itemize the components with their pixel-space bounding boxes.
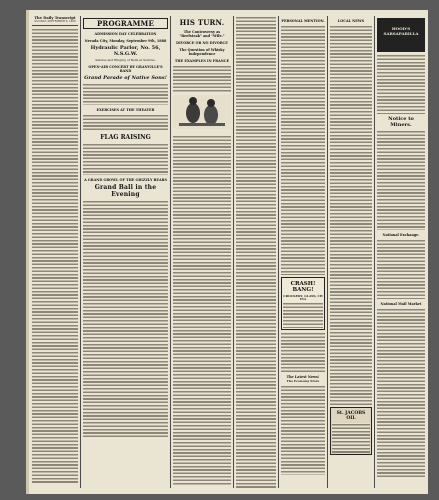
programme-text bbox=[83, 83, 168, 105]
column-story bbox=[173, 16, 231, 488]
programme-growl-line: A GRAND GROWL OF THE GRIZZLY BEARS bbox=[84, 178, 167, 183]
column-4 bbox=[236, 16, 276, 488]
column-rule bbox=[278, 16, 279, 488]
crash-news-head: The Latest News! bbox=[286, 374, 320, 379]
column-programme bbox=[83, 16, 168, 488]
crash-text bbox=[283, 302, 323, 328]
story-deck-4: THE EXAMPLES IN FRANCE bbox=[174, 59, 230, 63]
programme-parlor-line: Hydraulic Parlor, No. 56, N.S.G.W. bbox=[90, 45, 161, 57]
oil-ad bbox=[330, 407, 372, 455]
personal-headline: PERSONAL MENTION. bbox=[281, 19, 325, 23]
personal-text bbox=[281, 385, 325, 475]
programme-place-line: Nevada City, Monday, September 9th, 1888 bbox=[84, 39, 167, 43]
story-text bbox=[173, 65, 231, 93]
programme-exercises-line: EXERCISES AT THE THEATER bbox=[96, 108, 155, 113]
illustration bbox=[173, 95, 231, 129]
ads-text bbox=[377, 130, 425, 230]
programme-title: PROGRAMME bbox=[83, 18, 168, 29]
column-rule bbox=[80, 16, 81, 488]
column-text bbox=[236, 16, 276, 488]
programme-parade-line: Grand Parade of Native Sons! bbox=[84, 75, 167, 82]
ads-text bbox=[377, 239, 425, 299]
masthead-date: SUNDAY, SEPTEMBER 8, 1888 bbox=[34, 20, 76, 23]
programme-day-line: ADMISSION DAY CELEBRATION bbox=[94, 32, 157, 36]
column-rule bbox=[233, 16, 234, 488]
hoods-ad-title: HOOD'S SARSAPARILLA bbox=[383, 26, 419, 36]
programme-ball-line: Grand Ball in the Evening bbox=[94, 184, 157, 199]
ads-text bbox=[377, 54, 425, 114]
programme-salute-line: Salutes and Ringing of Bells at Sunrise. bbox=[95, 58, 156, 62]
column-personal bbox=[281, 16, 325, 488]
crash-sub: CROCKERY, GLASS, CHINA bbox=[283, 294, 323, 302]
programme-concert-line: OPEN-AIR CONCERT BY GRANVILLE'S BAND bbox=[88, 65, 163, 74]
column-ads bbox=[377, 16, 425, 488]
mail-ad-title: National Mail Market bbox=[380, 302, 422, 306]
column-rule bbox=[374, 16, 375, 488]
national-ad-title: National Exchange. bbox=[382, 233, 420, 237]
notice-ad-title: Notice to Miners. bbox=[388, 116, 414, 128]
story-text bbox=[173, 135, 231, 485]
story-deck-2: DIVORCE OR NO DIVORCE bbox=[176, 41, 228, 45]
story-deck-1: The Controversy as "Beefsteak" and "Wife." bbox=[179, 30, 225, 38]
personal-text bbox=[281, 332, 325, 372]
programme-text bbox=[83, 200, 168, 438]
page-edge bbox=[26, 10, 29, 494]
story-headline: HIS TURN. bbox=[179, 18, 225, 27]
crash-news-sub: The Economy Store bbox=[286, 378, 320, 383]
divider bbox=[32, 25, 78, 26]
programme-text bbox=[83, 114, 168, 132]
column-local bbox=[330, 16, 372, 488]
column-rule bbox=[170, 16, 171, 488]
personal-text bbox=[281, 25, 325, 275]
programme-flag-line: FLAG RAISING bbox=[100, 134, 151, 142]
ads-text bbox=[377, 308, 425, 478]
column-rule bbox=[327, 16, 328, 488]
local-headline: LOCAL NEWS bbox=[337, 19, 365, 23]
newspaper-page bbox=[26, 10, 428, 494]
crash-headline: CRASH! BANG! bbox=[290, 281, 316, 293]
column-1 bbox=[32, 16, 78, 488]
oil-ad-text bbox=[332, 423, 370, 453]
local-text bbox=[330, 25, 372, 405]
oil-ad-title: St. JACOBS OIL bbox=[336, 411, 366, 421]
crash-ad bbox=[281, 277, 325, 330]
story-deck-3: The Question of Whisky Independence bbox=[179, 48, 225, 56]
masthead-paper-name: The Daily Transcript bbox=[34, 16, 76, 20]
column-text bbox=[32, 28, 78, 483]
programme-text bbox=[83, 143, 168, 175]
hoods-ad bbox=[377, 18, 425, 52]
